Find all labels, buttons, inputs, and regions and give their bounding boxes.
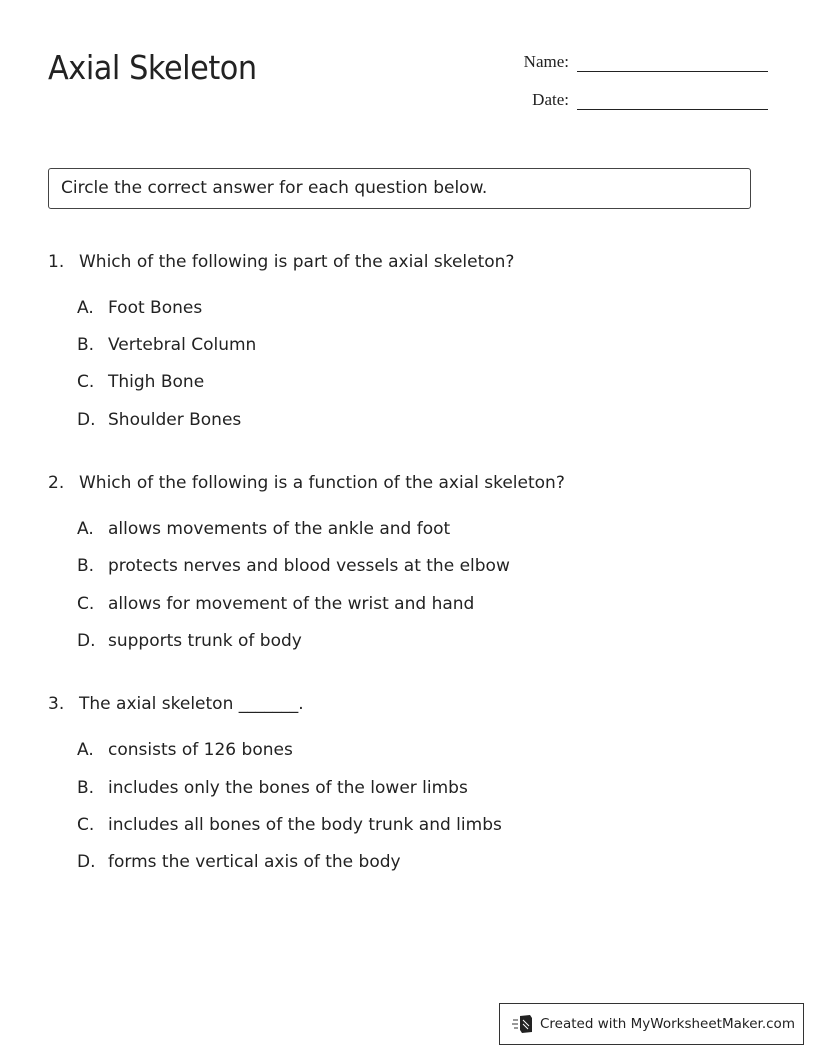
option-text: allows for movement of the wrist and hand	[108, 594, 475, 614]
question-number: 2.	[48, 473, 65, 493]
option-2b	[77, 556, 510, 576]
option-text: includes only the bones of the lower limbs	[108, 778, 468, 798]
option-text: includes all bones of the body trunk and limbs	[108, 815, 502, 835]
option-text: Vertebral Column	[108, 335, 257, 355]
question-number: 1.	[48, 252, 65, 272]
option-letter: C.	[77, 372, 95, 392]
option-letter: B.	[77, 778, 95, 798]
footer-text: Created with MyWorksheetMaker.com	[540, 1016, 795, 1032]
option-1c	[77, 372, 204, 392]
option-letter: C.	[77, 815, 95, 835]
option-2d	[77, 631, 302, 651]
option-2a	[77, 519, 450, 539]
question-2	[48, 473, 565, 493]
option-text: consists of 126 bones	[108, 740, 293, 760]
date-label: Date:	[532, 90, 569, 109]
worksheet-maker-logo-icon	[512, 1014, 534, 1034]
question-text: Which of the following is a function of the axial skeleton?	[79, 473, 565, 493]
option-text: allows movements of the ankle and foot	[108, 519, 451, 539]
question-3	[48, 694, 304, 714]
name-blank-line	[577, 53, 768, 72]
option-3a	[77, 740, 293, 760]
question-text: Which of the following is part of the axial skeleton?	[79, 252, 515, 272]
question-number: 3.	[48, 694, 65, 714]
option-letter: B.	[77, 335, 95, 355]
option-text: supports trunk of body	[108, 631, 302, 651]
option-letter: A.	[77, 298, 94, 318]
name-field	[524, 52, 768, 72]
option-text: Thigh Bone	[108, 372, 205, 392]
option-letter: D.	[77, 410, 96, 430]
option-letter: C.	[77, 594, 95, 614]
option-3c	[77, 815, 502, 835]
option-letter: D.	[77, 852, 96, 872]
option-1a	[77, 298, 202, 318]
option-1d	[77, 410, 241, 430]
option-letter: A.	[77, 740, 94, 760]
option-text: forms the vertical axis of the body	[108, 852, 401, 872]
name-label: Name:	[523, 52, 569, 71]
option-2c	[77, 594, 474, 614]
option-letter: D.	[77, 631, 96, 651]
option-text: Shoulder Bones	[108, 410, 242, 430]
option-text: Foot Bones	[108, 298, 203, 318]
worksheet-title: Axial Skeleton	[48, 48, 257, 87]
instructions-box: Circle the correct answer for each question below.	[48, 168, 751, 209]
option-letter: B.	[77, 556, 95, 576]
question-1	[48, 252, 514, 272]
option-letter: A.	[77, 519, 94, 539]
date-blank-line	[577, 91, 768, 110]
question-text: The axial skeleton _______.	[79, 694, 304, 714]
date-field	[532, 90, 768, 110]
footer-credit	[499, 1003, 804, 1045]
option-1b	[77, 335, 256, 355]
option-text: protects nerves and blood vessels at the elbow	[108, 556, 510, 576]
option-3d	[77, 852, 401, 872]
option-3b	[77, 778, 468, 798]
